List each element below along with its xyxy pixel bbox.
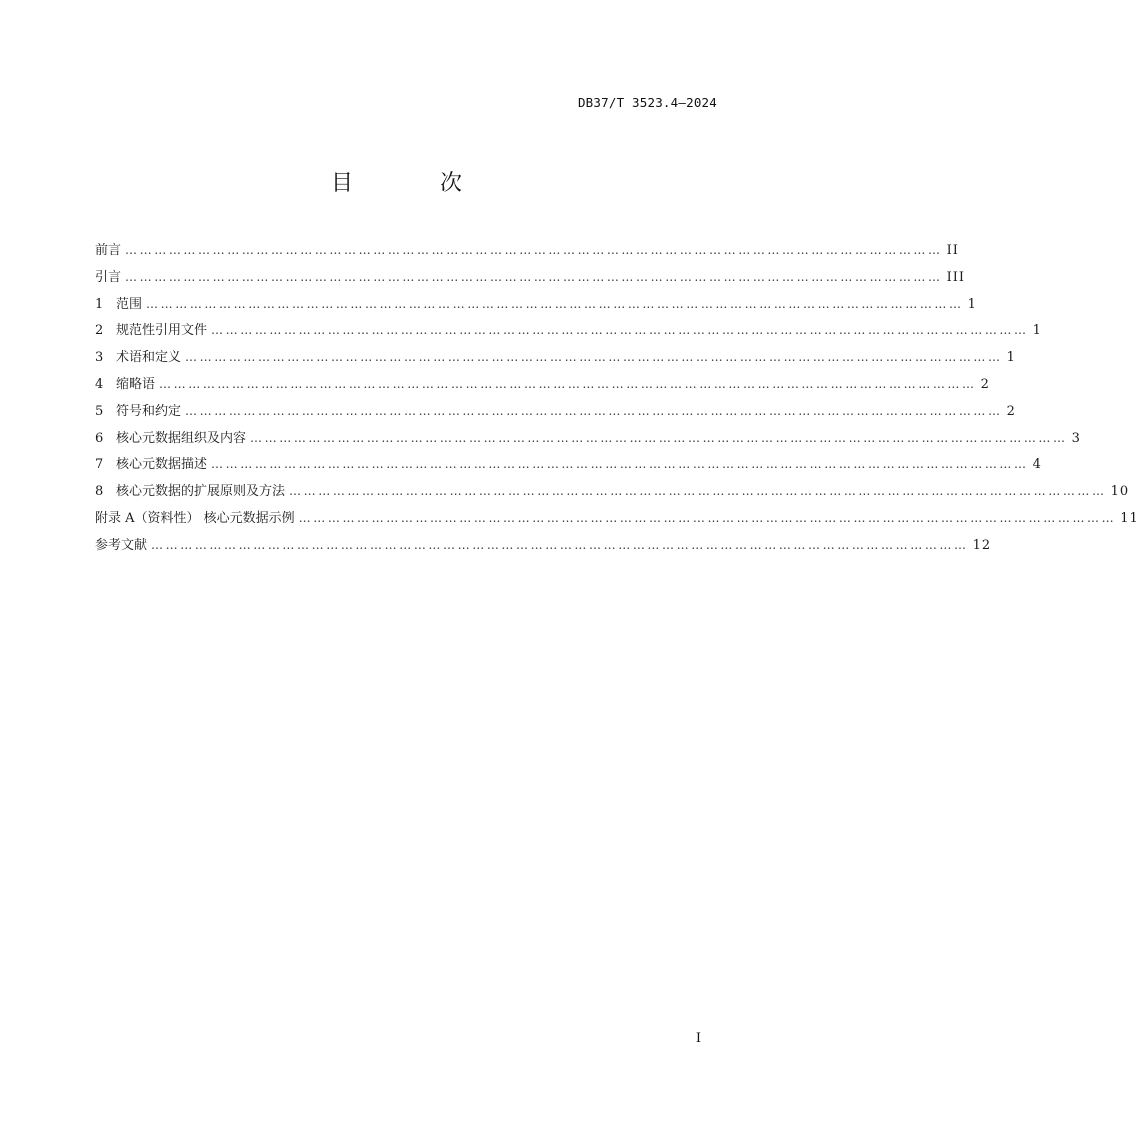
toc-entry[interactable] [95,428,1081,455]
toc-entry-label: 引言 [95,269,122,285]
toc-entry[interactable] [95,401,1016,428]
toc-entry[interactable] [95,535,992,562]
document-code: DB37/T 3523.4—2024 [577,95,717,110]
toc-entry[interactable] [95,508,1139,535]
toc-entry-page: 12 [972,537,992,553]
toc-dot-leader: …………………………………………………………………………………………………………………………………………………… [211,457,1029,472]
toc-entry[interactable] [95,294,977,321]
toc-entry-number: 8 [95,484,104,500]
toc-dot-leader: …………………………………………………………………………………………………………………………………………………… [185,403,1003,418]
toc-entry[interactable] [95,374,990,401]
toc-entry-label: 术语和定义 [116,350,182,366]
toc-entry-page: III [946,269,966,285]
toc-dot-leader: …………………………………………………………………………………………………………………………………………………… [125,243,943,257]
toc-entry-number: 3 [95,350,104,366]
toc-entry-page: 1 [967,296,977,312]
toc-dot-leader: …………………………………………………………………………………………………………………………………………………… [125,269,943,284]
toc-entry-label: 核心元数据组织及内容 [116,430,247,446]
toc-title: 目 次 [331,171,502,196]
toc-entry-label: 缩略语 [116,376,156,392]
toc-entry-number: 4 [95,376,104,392]
table-of-contents [95,240,1139,562]
toc-dot-leader: …………………………………………………………………………………………………………………………………………………… [151,537,969,552]
toc-entry-label: 前言 [95,243,122,258]
toc-entry[interactable] [95,320,1042,347]
toc-entry-label: 附录 A（资料性） 核心元数据示例 [95,510,295,526]
toc-entry-page: 2 [980,376,990,392]
toc-dot-leader: …………………………………………………………………………………………………………………………………………………… [289,484,1107,499]
toc-entry[interactable] [95,481,1130,508]
toc-entry[interactable] [95,454,1042,481]
toc-entry-page: II [946,243,959,258]
toc-entry[interactable] [95,347,1016,374]
toc-entry-page: 4 [1032,457,1042,473]
toc-entry-label: 核心元数据描述 [116,457,208,473]
toc-entry-number: 1 [95,296,104,312]
toc-dot-leader: …………………………………………………………………………………………………………………………………………………… [250,430,1068,445]
toc-dot-leader: …………………………………………………………………………………………………………………………………………………… [298,510,1117,525]
toc-entry-page: 3 [1071,430,1081,446]
toc-entry-label: 核心元数据的扩展原则及方法 [116,484,286,500]
toc-dot-leader: …………………………………………………………………………………………………………………………………………………… [211,323,1029,338]
toc-entry-page: 2 [1006,403,1016,419]
toc-dot-leader: …………………………………………………………………………………………………………………………………………………… [185,350,1003,365]
toc-entry-page: 1 [1006,350,1016,366]
toc-entry-number: 6 [95,430,104,446]
toc-dot-leader: …………………………………………………………………………………………………………………………………………………… [146,296,964,311]
toc-entry-label: 规范性引用文件 [116,323,208,339]
toc-entry-number: 5 [95,403,104,419]
toc-entry-label: 范围 [116,296,143,312]
toc-entry-label: 参考文献 [95,537,148,553]
toc-entry-page: 11 [1120,510,1139,526]
toc-dot-leader: …………………………………………………………………………………………………………………………………………………… [159,376,977,391]
toc-entry-label: 符号和约定 [116,403,182,419]
toc-entry-page: 1 [1032,323,1042,339]
page-number: I [695,1031,701,1046]
toc-entry-number: 2 [95,323,104,339]
toc-entry-number: 7 [95,457,104,473]
toc-entry-page: 10 [1110,484,1130,500]
toc-entry[interactable] [95,240,959,267]
toc-entry[interactable] [95,267,966,294]
